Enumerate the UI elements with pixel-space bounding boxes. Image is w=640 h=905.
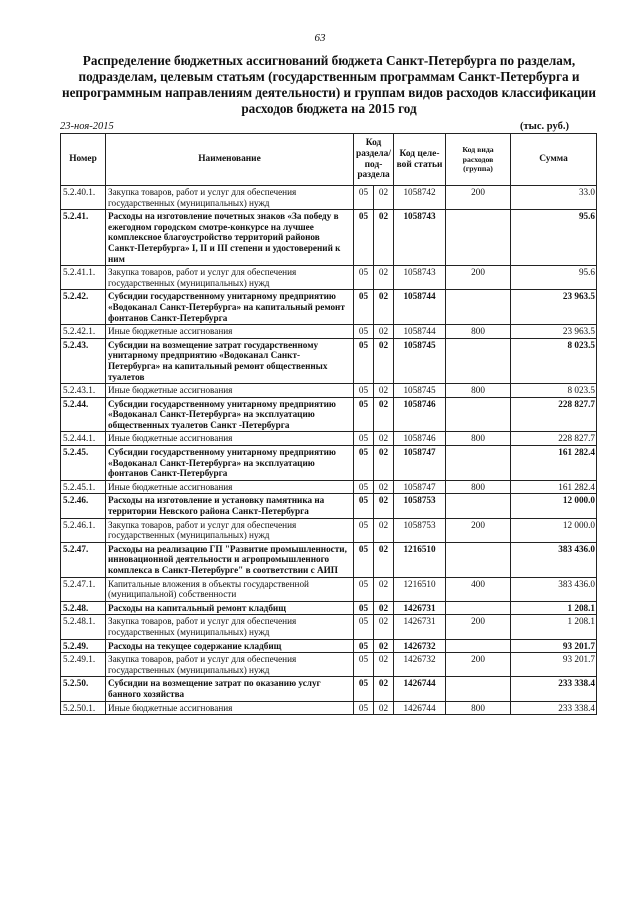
- row-number: 5.2.46.: [61, 494, 106, 518]
- row-number: 5.2.50.: [61, 677, 106, 701]
- row-number: 5.2.50.1.: [61, 701, 106, 715]
- row-razdel: 05: [354, 480, 374, 494]
- table-row: [61, 446, 597, 481]
- row-number: 5.2.44.: [61, 397, 106, 432]
- row-podrazdel: 02: [374, 480, 394, 494]
- row-razdel: 05: [354, 397, 374, 432]
- row-article-code: 1058744: [394, 290, 446, 325]
- document-date: 23-ноя-2015: [60, 121, 114, 132]
- row-article-code: 1058746: [394, 397, 446, 432]
- table-row: [61, 480, 597, 494]
- row-razdel: 05: [354, 210, 374, 266]
- row-sum: 228 827.7: [511, 432, 597, 446]
- row-article-code: 1426744: [394, 701, 446, 715]
- row-number: 5.2.46.1.: [61, 518, 106, 542]
- row-razdel: 05: [354, 432, 374, 446]
- row-article-code: 1058747: [394, 480, 446, 494]
- row-expense-type: 200: [446, 653, 511, 677]
- row-expense-type: [446, 542, 511, 577]
- row-sum: 233 338.4: [511, 677, 597, 701]
- row-razdel: 05: [354, 446, 374, 481]
- row-podrazdel: 02: [374, 186, 394, 210]
- row-name: Расходы на изготовление почетных знаков «За победу в ежегодном городском смотре-конкурсе на лучшее комплексное благоустройство территорий районов Санкт-Петербурга» I, II и III степени и удостоверений к ним: [106, 210, 354, 266]
- row-article-code: 1216510: [394, 542, 446, 577]
- row-razdel: 05: [354, 325, 374, 339]
- row-podrazdel: 02: [374, 494, 394, 518]
- row-sum: 12 000.0: [511, 518, 597, 542]
- row-sum: 383 436.0: [511, 577, 597, 601]
- row-name: Иные бюджетные ассигнования: [106, 384, 354, 398]
- row-sum: 8 023.5: [511, 384, 597, 398]
- row-number: 5.2.41.: [61, 210, 106, 266]
- row-podrazdel: 02: [374, 615, 394, 639]
- row-sum: 95.6: [511, 210, 597, 266]
- table-row: [61, 384, 597, 398]
- row-article-code: 1426744: [394, 677, 446, 701]
- row-razdel: 05: [354, 577, 374, 601]
- row-expense-type: 200: [446, 266, 511, 290]
- row-sum: 1 208.1: [511, 601, 597, 615]
- table-row: [61, 290, 597, 325]
- row-article-code: 1426732: [394, 639, 446, 653]
- row-sum: 228 827.7: [511, 397, 597, 432]
- row-sum: 23 963.5: [511, 325, 597, 339]
- table-row: [61, 615, 597, 639]
- table-row: [61, 601, 597, 615]
- row-name: Расходы на реализацию ГП "Развитие промышленности, инновационной деятельности и агропромышленного комплекса в Санкт-Петербурге" в соответствии с АИП: [106, 542, 354, 577]
- row-podrazdel: 02: [374, 210, 394, 266]
- row-razdel: 05: [354, 653, 374, 677]
- row-number: 5.2.49.1.: [61, 653, 106, 677]
- row-number: 5.2.43.: [61, 338, 106, 383]
- row-expense-type: 800: [446, 432, 511, 446]
- table-row: [61, 494, 597, 518]
- row-article-code: 1426732: [394, 653, 446, 677]
- table-row: [61, 518, 597, 542]
- row-podrazdel: 02: [374, 338, 394, 383]
- row-podrazdel: 02: [374, 325, 394, 339]
- row-name: Расходы на капитальный ремонт кладбищ: [106, 601, 354, 615]
- row-number: 5.2.47.: [61, 542, 106, 577]
- table-body: [61, 186, 597, 715]
- row-expense-type: 800: [446, 701, 511, 715]
- header-expense-type-code: Код вида расходов (группа): [446, 134, 511, 186]
- row-podrazdel: 02: [374, 639, 394, 653]
- row-expense-type: [446, 601, 511, 615]
- row-article-code: 1058745: [394, 338, 446, 383]
- row-article-code: 1058753: [394, 518, 446, 542]
- row-razdel: 05: [354, 186, 374, 210]
- row-number: 5.2.40.1.: [61, 186, 106, 210]
- row-podrazdel: 02: [374, 677, 394, 701]
- row-name: Иные бюджетные ассигнования: [106, 480, 354, 494]
- row-name: Капитальные вложения в объекты государственной (муниципальной) собственности: [106, 577, 354, 601]
- row-podrazdel: 02: [374, 701, 394, 715]
- table-row: [61, 639, 597, 653]
- row-article-code: 1426731: [394, 615, 446, 639]
- row-razdel: 05: [354, 266, 374, 290]
- row-razdel: 05: [354, 384, 374, 398]
- row-podrazdel: 02: [374, 446, 394, 481]
- row-article-code: 1058746: [394, 432, 446, 446]
- row-podrazdel: 02: [374, 384, 394, 398]
- row-razdel: 05: [354, 494, 374, 518]
- row-name: Закупка товаров, работ и услуг для обеспечения государственных (муниципальных) нужд: [106, 518, 354, 542]
- row-number: 5.2.42.1.: [61, 325, 106, 339]
- row-number: 5.2.43.1.: [61, 384, 106, 398]
- row-number: 5.2.49.: [61, 639, 106, 653]
- row-name: Субсидии государственному унитарному предприятию «Водоканал Санкт-Петербурга» на эксплуатацию общественных туалетов Санкт -Петербурга: [106, 397, 354, 432]
- document-title: Распределение бюджетных ассигнований бюджета Санкт-Петербурга по разделам, подразделам, целевым статьям (государственным программам Санкт-Петербурга и непрограммным направлениям деятельности) и группам видов расходов классификации расходов бюджета на 2015 год: [61, 53, 596, 116]
- row-podrazdel: 02: [374, 518, 394, 542]
- row-number: 5.2.48.1.: [61, 615, 106, 639]
- row-sum: 12 000.0: [511, 494, 597, 518]
- row-expense-type: 800: [446, 384, 511, 398]
- row-name: Закупка товаров, работ и услуг для обеспечения государственных (муниципальных) нужд: [106, 266, 354, 290]
- row-sum: 23 963.5: [511, 290, 597, 325]
- row-name: Расходы на изготовление и установку памятника на территории Невского района Санкт-Петербурга: [106, 494, 354, 518]
- budget-table: [60, 133, 597, 715]
- row-name: Закупка товаров, работ и услуг для обеспечения государственных (муниципальных) нужд: [106, 186, 354, 210]
- table-row: [61, 186, 597, 210]
- row-article-code: 1058742: [394, 186, 446, 210]
- row-article-code: 1426731: [394, 601, 446, 615]
- row-sum: 1 208.1: [511, 615, 597, 639]
- row-podrazdel: 02: [374, 397, 394, 432]
- row-article-code: 1216510: [394, 577, 446, 601]
- page-number: 63: [314, 32, 326, 44]
- table-row: [61, 701, 597, 715]
- table-row: [61, 338, 597, 383]
- row-expense-type: [446, 446, 511, 481]
- table-row: [61, 542, 597, 577]
- row-article-code: 1058747: [394, 446, 446, 481]
- row-number: 5.2.42.: [61, 290, 106, 325]
- row-razdel: 05: [354, 542, 374, 577]
- row-number: 5.2.47.1.: [61, 577, 106, 601]
- row-expense-type: [446, 639, 511, 653]
- table-row: [61, 677, 597, 701]
- row-sum: 233 338.4: [511, 701, 597, 715]
- row-expense-type: [446, 290, 511, 325]
- table-row: [61, 432, 597, 446]
- table-row: [61, 397, 597, 432]
- row-expense-type: 800: [446, 325, 511, 339]
- row-podrazdel: 02: [374, 290, 394, 325]
- row-razdel: 05: [354, 677, 374, 701]
- row-sum: 161 282.4: [511, 446, 597, 481]
- row-razdel: 05: [354, 615, 374, 639]
- row-expense-type: 200: [446, 186, 511, 210]
- row-expense-type: 400: [446, 577, 511, 601]
- row-podrazdel: 02: [374, 601, 394, 615]
- row-sum: 33.0: [511, 186, 597, 210]
- row-sum: 161 282.4: [511, 480, 597, 494]
- table-row: [61, 653, 597, 677]
- row-sum: 8 023.5: [511, 338, 597, 383]
- units-label: (тыс. руб.): [520, 121, 569, 132]
- row-name: Закупка товаров, работ и услуг для обеспечения государственных (муниципальных) нужд: [106, 615, 354, 639]
- row-name: Иные бюджетные ассигнования: [106, 325, 354, 339]
- row-name: Закупка товаров, работ и услуг для обеспечения государственных (муниципальных) нужд: [106, 653, 354, 677]
- row-article-code: 1058744: [394, 325, 446, 339]
- row-podrazdel: 02: [374, 542, 394, 577]
- row-sum: 93 201.7: [511, 639, 597, 653]
- header-section-code: Код раздела/ под- раздела: [354, 134, 394, 186]
- row-podrazdel: 02: [374, 577, 394, 601]
- table-row: [61, 210, 597, 266]
- row-sum: 383 436.0: [511, 542, 597, 577]
- row-name: Расходы на текущее содержание кладбищ: [106, 639, 354, 653]
- row-razdel: 05: [354, 518, 374, 542]
- row-podrazdel: 02: [374, 653, 394, 677]
- row-number: 5.2.41.1.: [61, 266, 106, 290]
- table-row: [61, 325, 597, 339]
- row-name: Иные бюджетные ассигнования: [106, 701, 354, 715]
- row-expense-type: [446, 338, 511, 383]
- header-name: Наименование: [106, 134, 354, 186]
- row-expense-type: 200: [446, 615, 511, 639]
- row-expense-type: 800: [446, 480, 511, 494]
- row-razdel: 05: [354, 338, 374, 383]
- row-article-code: 1058743: [394, 266, 446, 290]
- row-name: Субсидии на возмещение затрат по оказанию услуг банного хозяйства: [106, 677, 354, 701]
- row-razdel: 05: [354, 639, 374, 653]
- row-razdel: 05: [354, 290, 374, 325]
- row-sum: 93 201.7: [511, 653, 597, 677]
- row-podrazdel: 02: [374, 266, 394, 290]
- table-row: [61, 577, 597, 601]
- row-razdel: 05: [354, 701, 374, 715]
- row-expense-type: [446, 677, 511, 701]
- row-article-code: 1058753: [394, 494, 446, 518]
- row-number: 5.2.45.: [61, 446, 106, 481]
- row-number: 5.2.44.1.: [61, 432, 106, 446]
- row-name: Субсидии государственному унитарному предприятию «Водоканал Санкт-Петербурга» на эксплуатацию фонтанов Санкт-Петербурга: [106, 446, 354, 481]
- header-sum: Сумма: [511, 134, 597, 186]
- header-number: Номер: [61, 134, 106, 186]
- table-row: [61, 266, 597, 290]
- row-expense-type: [446, 397, 511, 432]
- row-expense-type: [446, 210, 511, 266]
- row-name: Субсидии на возмещение затрат государственному унитарному предприятию «Водоканал Санкт-Петербурга» на капитальный ремонт общественных туалетов: [106, 338, 354, 383]
- row-expense-type: 200: [446, 518, 511, 542]
- row-razdel: 05: [354, 601, 374, 615]
- header-article-code: Код целе- вой статьи: [394, 134, 446, 186]
- row-name: Субсидии государственному унитарному предприятию «Водоканал Санкт-Петербурга» на капитальный ремонт фонтанов Санкт-Петербурга: [106, 290, 354, 325]
- row-sum: 95.6: [511, 266, 597, 290]
- row-name: Иные бюджетные ассигнования: [106, 432, 354, 446]
- row-number: 5.2.48.: [61, 601, 106, 615]
- row-expense-type: [446, 494, 511, 518]
- row-number: 5.2.45.1.: [61, 480, 106, 494]
- row-article-code: 1058745: [394, 384, 446, 398]
- row-podrazdel: 02: [374, 432, 394, 446]
- row-article-code: 1058743: [394, 210, 446, 266]
